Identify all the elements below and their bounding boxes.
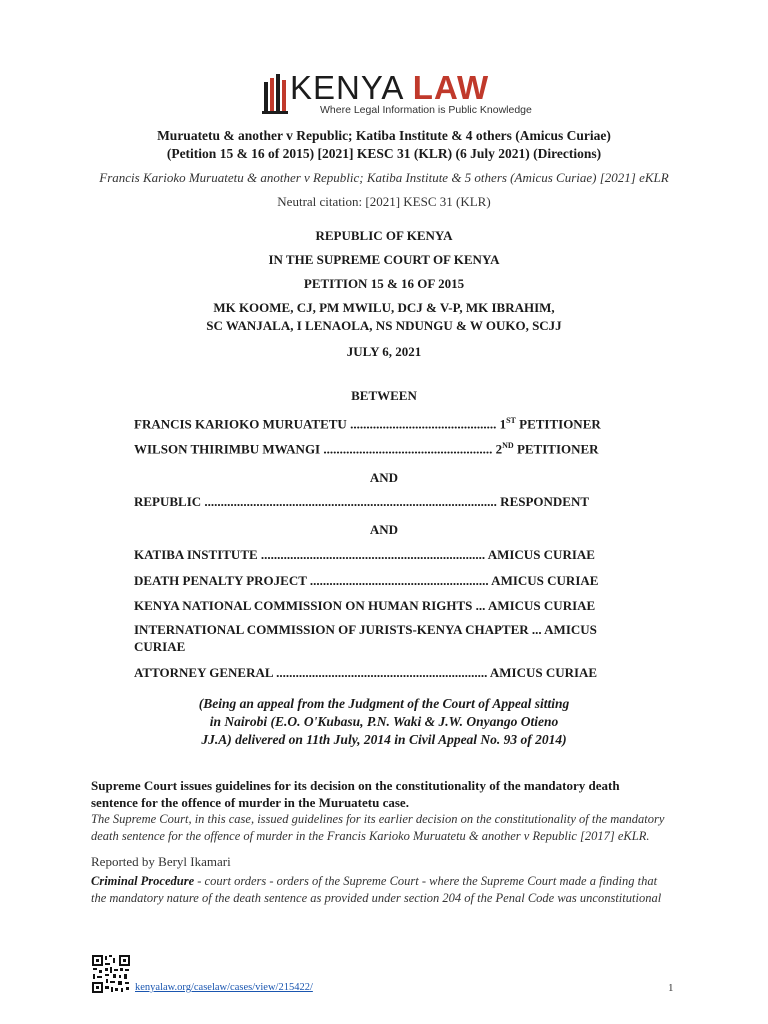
petitioner-1-role: PETITIONER xyxy=(515,416,601,432)
logo-tagline: Where Legal Information is Public Knowledge xyxy=(320,104,532,116)
petitioner-2-role: PETITIONER xyxy=(513,441,599,457)
amicus-3: KENYA NATIONAL COMMISSION ON HUMAN RIGHTS ... AMICUS CURIAE xyxy=(134,598,596,613)
and-heading-2: AND xyxy=(369,522,399,537)
court-heading: IN THE SUPREME COURT OF KENYA xyxy=(268,252,500,267)
eklr-citation: Francis Karioko Muruatetu & another v Republic; Katiba Institute & 5 others (Amicus Curiae) [2021] eKLR xyxy=(99,170,669,185)
page-number: 1 xyxy=(668,982,674,994)
appeal-note-line1: (Being an appeal from the Judgment of the Court of Appeal sitting xyxy=(198,696,570,711)
summary-body-line2: death sentence for the offence of murder in the Francis Karioko Muruatetu & another v Republic [2017] eKLR. xyxy=(91,829,650,843)
appeal-note-line3: JJ.A) delivered on 11th July, 2014 in Civil Appeal No. 93 of 2014) xyxy=(201,732,567,747)
category-line2: the mandatory nature of the death sentence as provided under section 204 of the Penal Code was unconstitutional xyxy=(91,891,662,905)
logo-wordmark xyxy=(290,70,489,106)
petitioner-1-ordinal: ST xyxy=(506,416,516,425)
case-title-line2: (Petition 15 & 16 of 2015) [2021] KESC 31 (KLR) (6 July 2021) (Directions) xyxy=(166,146,602,161)
kenya-law-logo xyxy=(262,69,532,118)
petitioner-2 xyxy=(134,441,634,457)
summary-body-line1: The Supreme Court, in this case, issued guidelines for its earlier decision on the constitutionality of the mandatory xyxy=(91,812,665,826)
amicus-5: ATTORNEY GENERAL ................................................................. AMICUS CURIAE xyxy=(134,665,598,680)
judges-line1: MK KOOME, CJ, PM MWILU, DCJ & V-P, MK IBRAHIM, xyxy=(213,300,555,315)
logo-word-law: LAW xyxy=(412,69,490,106)
logo-word-kenya: KENYA xyxy=(290,69,403,106)
category-line1 xyxy=(91,874,691,889)
amicus-4-line2: CURIAE xyxy=(134,639,186,654)
judgment-date: JULY 6, 2021 xyxy=(346,344,422,359)
petitioner-2-ordinal: ND xyxy=(502,441,514,450)
summary-headline-line1: Supreme Court issues guidelines for its decision on the constitutionality of the mandatory death xyxy=(91,778,620,793)
appeal-note-line2: in Nairobi (E.O. O'Kubasu, P.N. Waki & J.W. Onyango Otieno xyxy=(209,714,559,729)
petitioner-2-name: WILSON THIRIMBU MWANGI .................................................... 2 xyxy=(134,441,503,457)
summary-headline-line2: sentence for the offence of murder in the Muruatetu case. xyxy=(91,795,409,810)
between-heading: BETWEEN xyxy=(351,388,417,403)
pillars-icon xyxy=(262,74,288,114)
republic-heading: REPUBLIC OF KENYA xyxy=(315,228,453,243)
qr-code-icon xyxy=(91,954,131,994)
respondent: REPUBLIC .......................................................................................... RESPONDENT xyxy=(134,494,590,509)
petitioner-1 xyxy=(134,416,634,432)
category-text-line1: - court orders - orders of the Supreme Court - where the Supreme Court made a finding that xyxy=(194,874,658,888)
judges-line2: SC WANJALA, I LENAOLA, NS NDUNGU & W OUKO, SCJJ xyxy=(206,318,562,333)
neutral-citation: Neutral citation: [2021] KESC 31 (KLR) xyxy=(277,194,491,209)
petition-number: PETITION 15 & 16 OF 2015 xyxy=(303,276,465,291)
petitioner-1-name: FRANCIS KARIOKO MURUATETU ............................................. 1 xyxy=(134,416,507,432)
case-title-line1: Muruatetu & another v Republic; Katiba Institute & 4 others (Amicus Curiae) xyxy=(157,128,611,143)
amicus-4-line1: INTERNATIONAL COMMISSION OF JURISTS-KENYA CHAPTER ... AMICUS xyxy=(134,622,597,637)
case-url-link[interactable]: kenyalaw.org/caselaw/cases/view/215422/ xyxy=(135,982,313,993)
category-label: Criminal Procedure xyxy=(91,874,195,888)
reported-by: Reported by Beryl Ikamari xyxy=(91,854,231,869)
amicus-1: KATIBA INSTITUTE ..................................................................... AMICUS CURIAE xyxy=(134,547,595,562)
amicus-2: DEATH PENALTY PROJECT ....................................................... AMICUS CURIAE xyxy=(134,573,599,588)
and-heading-1: AND xyxy=(369,470,399,485)
